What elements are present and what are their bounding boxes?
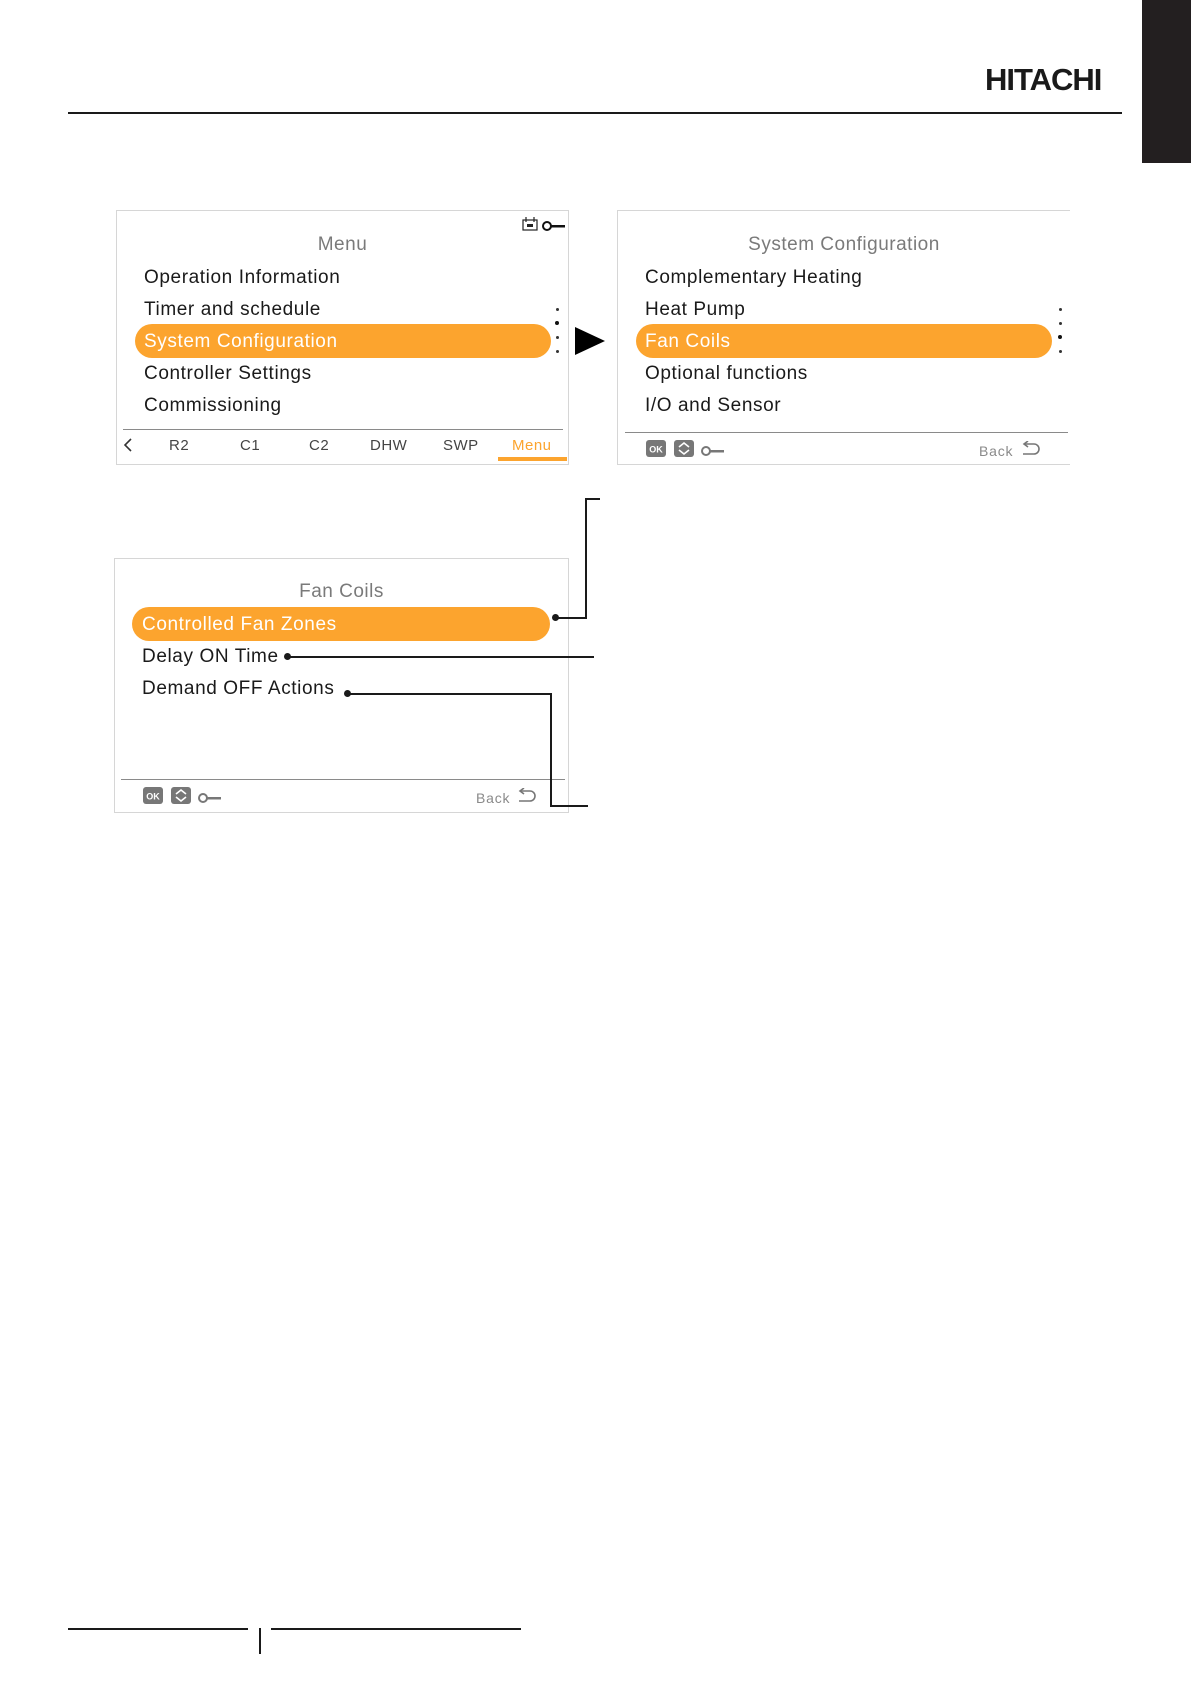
footer-rule-left xyxy=(68,1628,248,1630)
footer-divider xyxy=(121,779,565,780)
callout-line xyxy=(585,498,600,500)
tab-r2[interactable]: R2 xyxy=(169,437,190,454)
tab-menu[interactable]: Menu xyxy=(512,437,552,454)
wrench-icon[interactable] xyxy=(198,791,222,809)
system-configuration-screen xyxy=(617,210,1070,465)
menu-item[interactable]: Demand OFF Actions xyxy=(142,678,335,699)
footer-divider xyxy=(625,432,1068,433)
svg-text:OK: OK xyxy=(146,791,160,802)
scroll-indicator-dot xyxy=(1059,308,1062,311)
menu-item[interactable]: Timer and schedule xyxy=(144,299,321,320)
tab-c1[interactable]: C1 xyxy=(240,437,261,454)
scroll-indicator-dot xyxy=(1059,350,1062,353)
header-divider xyxy=(68,112,1122,114)
back-arrow-icon[interactable] xyxy=(1019,441,1041,463)
fan-coils-screen xyxy=(114,558,569,813)
screen-title: System Configuration xyxy=(748,234,940,255)
screen-title: Fan Coils xyxy=(299,581,384,602)
callout-line xyxy=(585,498,587,619)
footer-rule-right xyxy=(271,1628,521,1630)
scroll-indicator-dot xyxy=(1059,322,1062,325)
menu-item[interactable]: I/O and Sensor xyxy=(645,395,782,416)
footer-rule-divider xyxy=(259,1628,261,1654)
menu-item[interactable]: Controller Settings xyxy=(144,363,312,384)
active-tab-underline xyxy=(498,457,567,461)
up-down-icon[interactable] xyxy=(674,440,694,462)
callout-line xyxy=(347,693,552,695)
tab-dhw[interactable]: DHW xyxy=(370,437,408,454)
up-down-icon[interactable] xyxy=(171,787,191,809)
right-triangle-icon xyxy=(575,327,605,360)
ok-icon[interactable] xyxy=(143,787,163,809)
tab-swp[interactable]: SWP xyxy=(443,437,479,454)
side-tab-marker xyxy=(1142,0,1191,163)
chevron-left-icon[interactable] xyxy=(123,437,133,458)
menu-item-selected[interactable]: Controlled Fan Zones xyxy=(142,614,337,635)
tab-c2[interactable]: C2 xyxy=(309,437,330,454)
screen-title: Menu xyxy=(317,234,368,255)
wrench-icon[interactable] xyxy=(701,444,725,462)
menu-item[interactable]: Optional functions xyxy=(645,363,808,384)
menu-item[interactable]: Complementary Heating xyxy=(645,267,863,288)
callout-line xyxy=(555,617,587,619)
menu-item[interactable]: Heat Pump xyxy=(645,299,746,320)
callout-line xyxy=(287,656,594,658)
menu-item[interactable]: Operation Information xyxy=(144,267,341,288)
scroll-indicator-dot xyxy=(556,308,559,311)
ok-icon[interactable] xyxy=(646,440,666,462)
menu-item[interactable]: Commissioning xyxy=(144,395,282,416)
brand-logo: HITACHI xyxy=(985,62,1102,97)
menu-item[interactable]: Delay ON Time xyxy=(142,646,279,667)
scroll-indicator-dot xyxy=(555,321,559,325)
callout-line xyxy=(550,693,552,807)
tab-bar-divider xyxy=(123,429,563,430)
svg-text:OK: OK xyxy=(649,444,663,455)
scroll-indicator-dot xyxy=(1058,335,1062,339)
menu-item-selected[interactable]: System Configuration xyxy=(144,331,338,352)
menu-item-selected[interactable]: Fan Coils xyxy=(645,331,731,352)
scroll-indicator-dot xyxy=(556,350,559,353)
scroll-indicator-dot xyxy=(556,336,559,339)
back-label[interactable]: Back xyxy=(476,790,511,806)
back-label[interactable]: Back xyxy=(979,443,1014,459)
menu-screen xyxy=(116,210,569,465)
callout-line xyxy=(550,805,588,807)
back-arrow-icon[interactable] xyxy=(515,788,537,810)
